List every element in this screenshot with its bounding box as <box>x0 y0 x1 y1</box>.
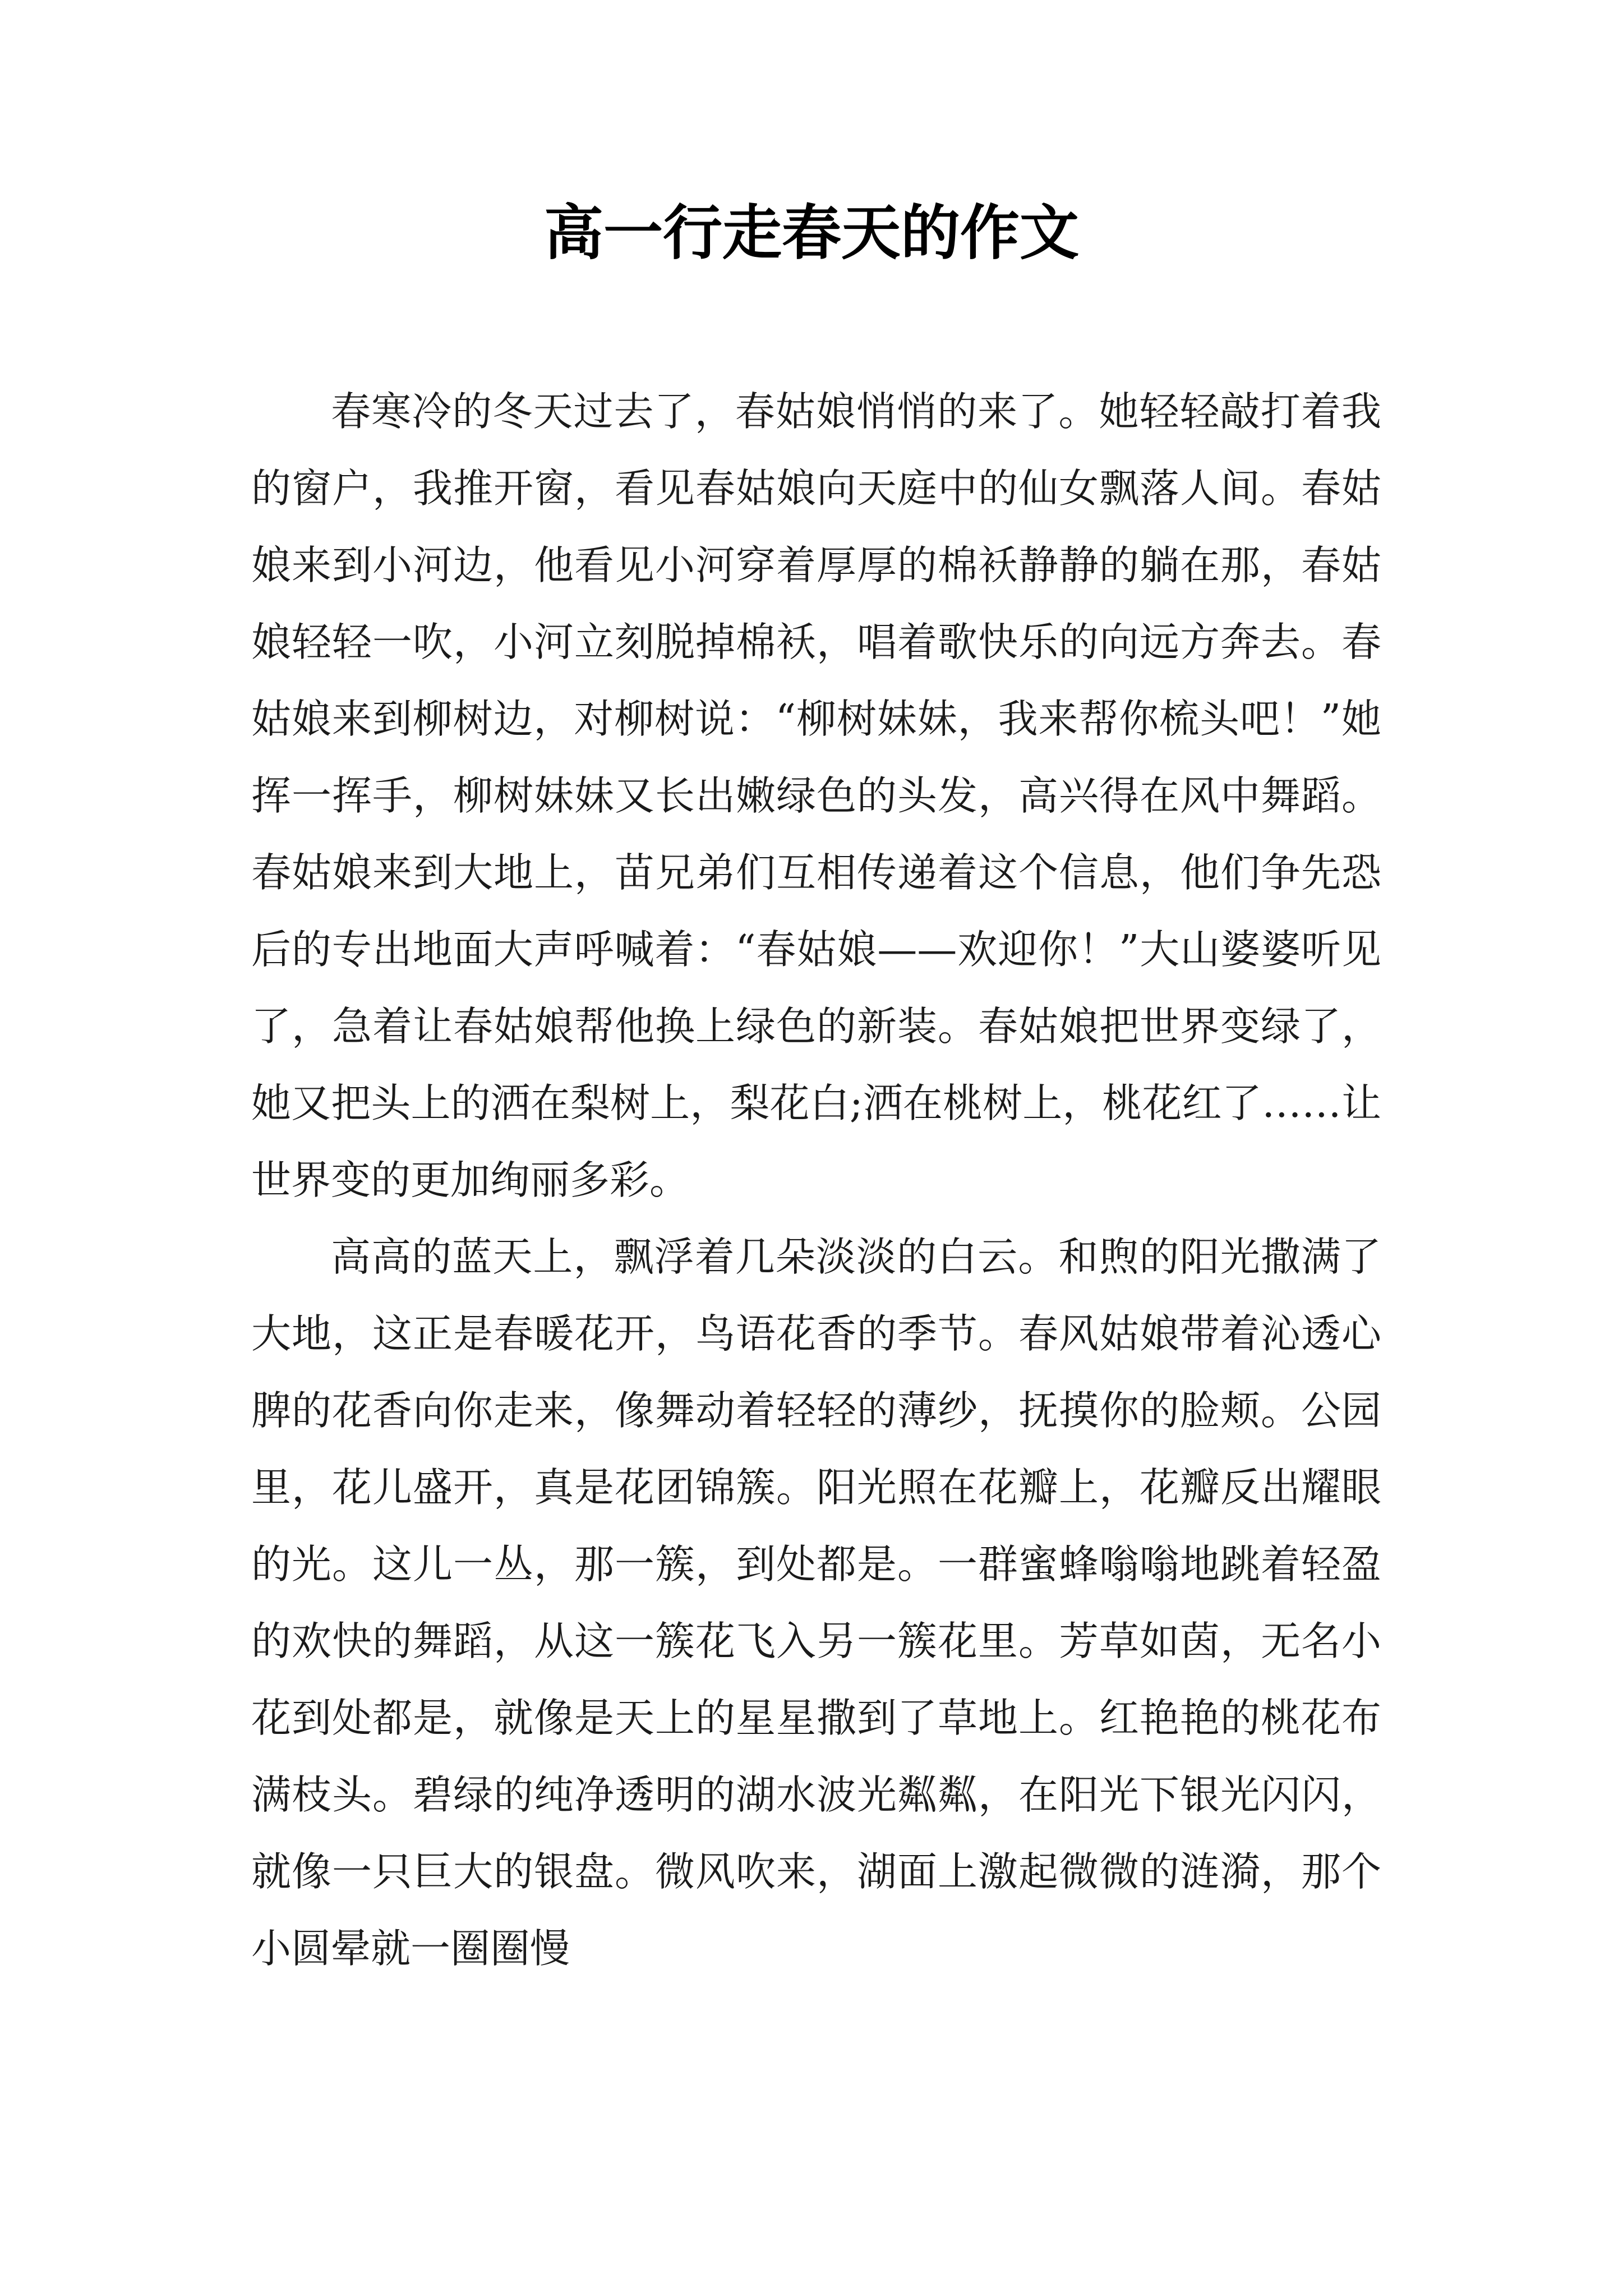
document-body <box>251 373 1381 1987</box>
paragraph: 春寒冷的冬天过去了，春姑娘悄悄的来了。她轻轻敲打着我的窗户，我推开窗，看见春姑娘向天庭中的仙女飘落人间。春姑娘来到小河边，他看见小河穿着厚厚的棉袄静静的躺在那，春姑娘轻轻一吹，小河立刻脱掉棉袄，唱着歌快乐的向远方奔去。春姑娘来到柳树边，对柳树说：“柳树妹妹，我来帮你梳头吧！”她挥一挥手，柳树妹妹又长出嫩绿色的头发，高兴得在风中舞蹈。春姑娘来到大地上，苗兄弟们互相传递着这个信息，他们争先恐后的专出地面大声呼喊着：“春姑娘——欢迎你！”大山婆婆听见了，急着让春姑娘帮他换上绿色的新装。春姑娘把世界变绿了，她又把头上的洒在梨树上，梨花白;洒在桃树上，桃花红了……让世界变的更加绚丽多彩。 <box>251 388 1381 1203</box>
document-title: 高一行走春天的作文 <box>544 197 1079 268</box>
paragraph: 高高的蓝天上，飘浮着几朵淡淡的白云。和煦的阳光撒满了大地，这正是春暖花开，鸟语花香的季节。春风姑娘带着沁透心脾的花香向你走来，像舞动着轻轻的薄纱，抚摸你的脸颊。公园里，花儿盛开，真是花团锦簇。阳光照在花瓣上，花瓣反出耀眼的光。这儿一丛，那一簇，到处都是。一群蜜蜂嗡嗡地跳着轻盈的欢快的舞蹈，从这一簇花飞入另一簇花里。芳草如茵，无名小花到处都是，就像是天上的星星撒到了草地上。红艳艳的桃花布满枝头。碧绿的纯净透明的湖水波光粼粼，在阳光下银光闪闪，就像一只巨大的银盘。微风吹来，湖面上激起微微的涟漪，那个小圆晕就一圈圈慢 <box>251 1234 1381 1972</box>
